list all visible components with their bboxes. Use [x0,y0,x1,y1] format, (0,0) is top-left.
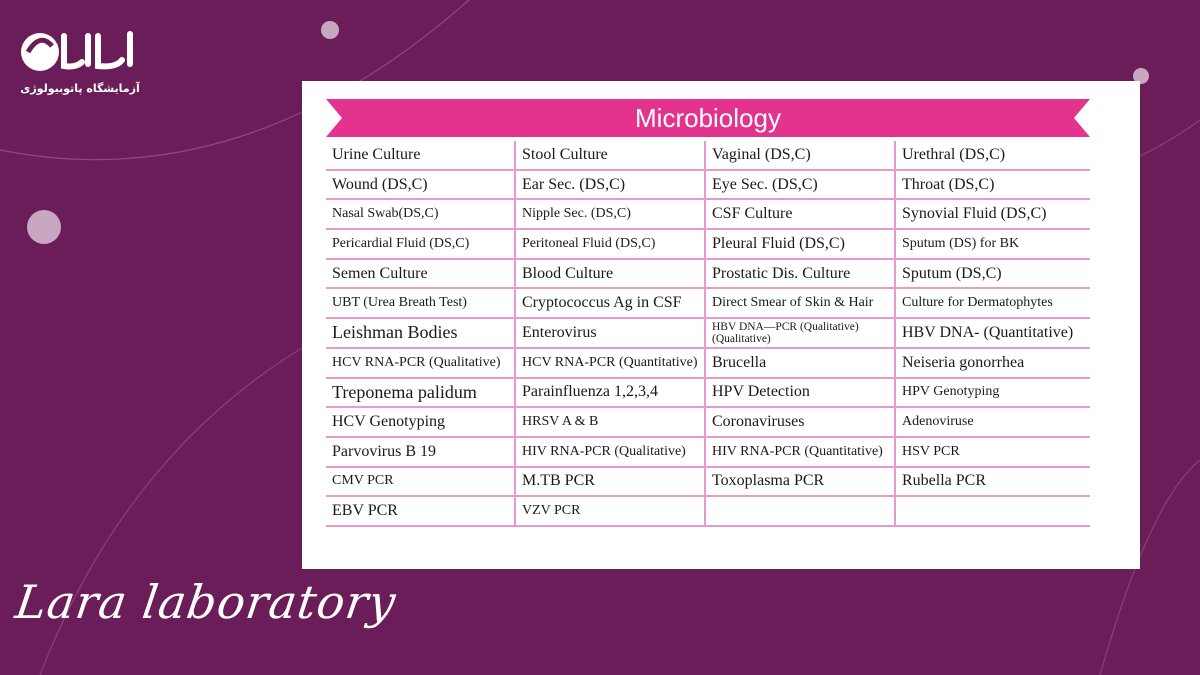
table-cell: Urine Culture [326,141,516,171]
table-cell: Parvovirus B 19 [326,438,516,468]
table-cell: HCV RNA-PCR (Qualitative) [326,349,516,379]
table-cell: Cryptococcus Ag in CSF [516,289,706,319]
table-cell: CSF Culture [706,200,896,230]
table-cell: Prostatic Dis. Culture [706,260,896,290]
table-cell: Brucella [706,349,896,379]
table-cell: Synovial Fluid (DS,C) [896,200,1090,230]
table-cell: HPV Genotyping [896,379,1090,409]
table-cell: Treponema palidum [326,379,516,409]
table-cell: M.TB PCR [516,468,706,498]
table-cell: HCV RNA-PCR (Quantitative) [516,349,706,379]
table-cell: Ear Sec. (DS,C) [516,171,706,201]
microbiology-card [302,81,1140,569]
table-cell: Stool Culture [516,141,706,171]
table-cell: HCV Genotyping [326,408,516,438]
lara-logo-mark [18,22,142,80]
table-cell: Rubella PCR [896,468,1090,498]
table-cell: Nipple Sec. (DS,C) [516,200,706,230]
table-cell: Sputum (DS) for BK [896,230,1090,260]
table-cell: Leishman Bodies [326,319,516,349]
brand-logo[interactable] [18,22,138,102]
table-cell: Parainfluenza 1,2,3,4 [516,379,706,409]
table-cell: Pleural Fluid (DS,C) [706,230,896,260]
table-cell: Peritoneal Fluid (DS,C) [516,230,706,260]
table-cell [706,497,896,527]
table-cell: UBT (Urea Breath Test) [326,289,516,319]
table-cell: Urethral (DS,C) [896,141,1090,171]
table-cell: HPV Detection [706,379,896,409]
table-cell: Coronaviruses [706,408,896,438]
table-cell: Direct Smear of Skin & Hair [706,289,896,319]
table-cell: HBV DNA—PCR (Qualitative) (Qualitative) [706,319,896,349]
logo-subtitle: آزمایشگاه پاتوبیولوژی [20,82,140,95]
table-cell: Neiseria gonorrhea [896,349,1090,379]
table-cell: Nasal Swab(DS,C) [326,200,516,230]
table-cell: Throat (DS,C) [896,171,1090,201]
table-cell: HRSV A & B [516,408,706,438]
table-cell [896,497,1090,527]
table-cell: Blood Culture [516,260,706,290]
table-cell: CMV PCR [326,468,516,498]
decor-circle-top [321,21,339,39]
table-cell: Wound (DS,C) [326,171,516,201]
table-cell: Pericardial Fluid (DS,C) [326,230,516,260]
table-cell: HIV RNA-PCR (Quantitative) [706,438,896,468]
table-cell: EBV PCR [326,497,516,527]
table-cell: HSV PCR [896,438,1090,468]
table-title: Microbiology [635,103,781,133]
table-cell: Sputum (DS,C) [896,260,1090,290]
table-cell: HIV RNA-PCR (Qualitative) [516,438,706,468]
table-cell: Vaginal (DS,C) [706,141,896,171]
table-cell: Eye Sec. (DS,C) [706,171,896,201]
table-cell: VZV PCR [516,497,706,527]
tests-table [326,141,1090,527]
table-cell: Culture for Dermatophytes [896,289,1090,319]
table-cell: Enterovirus [516,319,706,349]
table-cell: Toxoplasma PCR [706,468,896,498]
signature-text: Lara laboratory [12,575,400,629]
table-cell: Semen Culture [326,260,516,290]
table-cell: Adenoviruse [896,408,1090,438]
decor-circle-large [27,210,61,244]
table-cell: HBV DNA- (Quantitative) [896,319,1090,349]
